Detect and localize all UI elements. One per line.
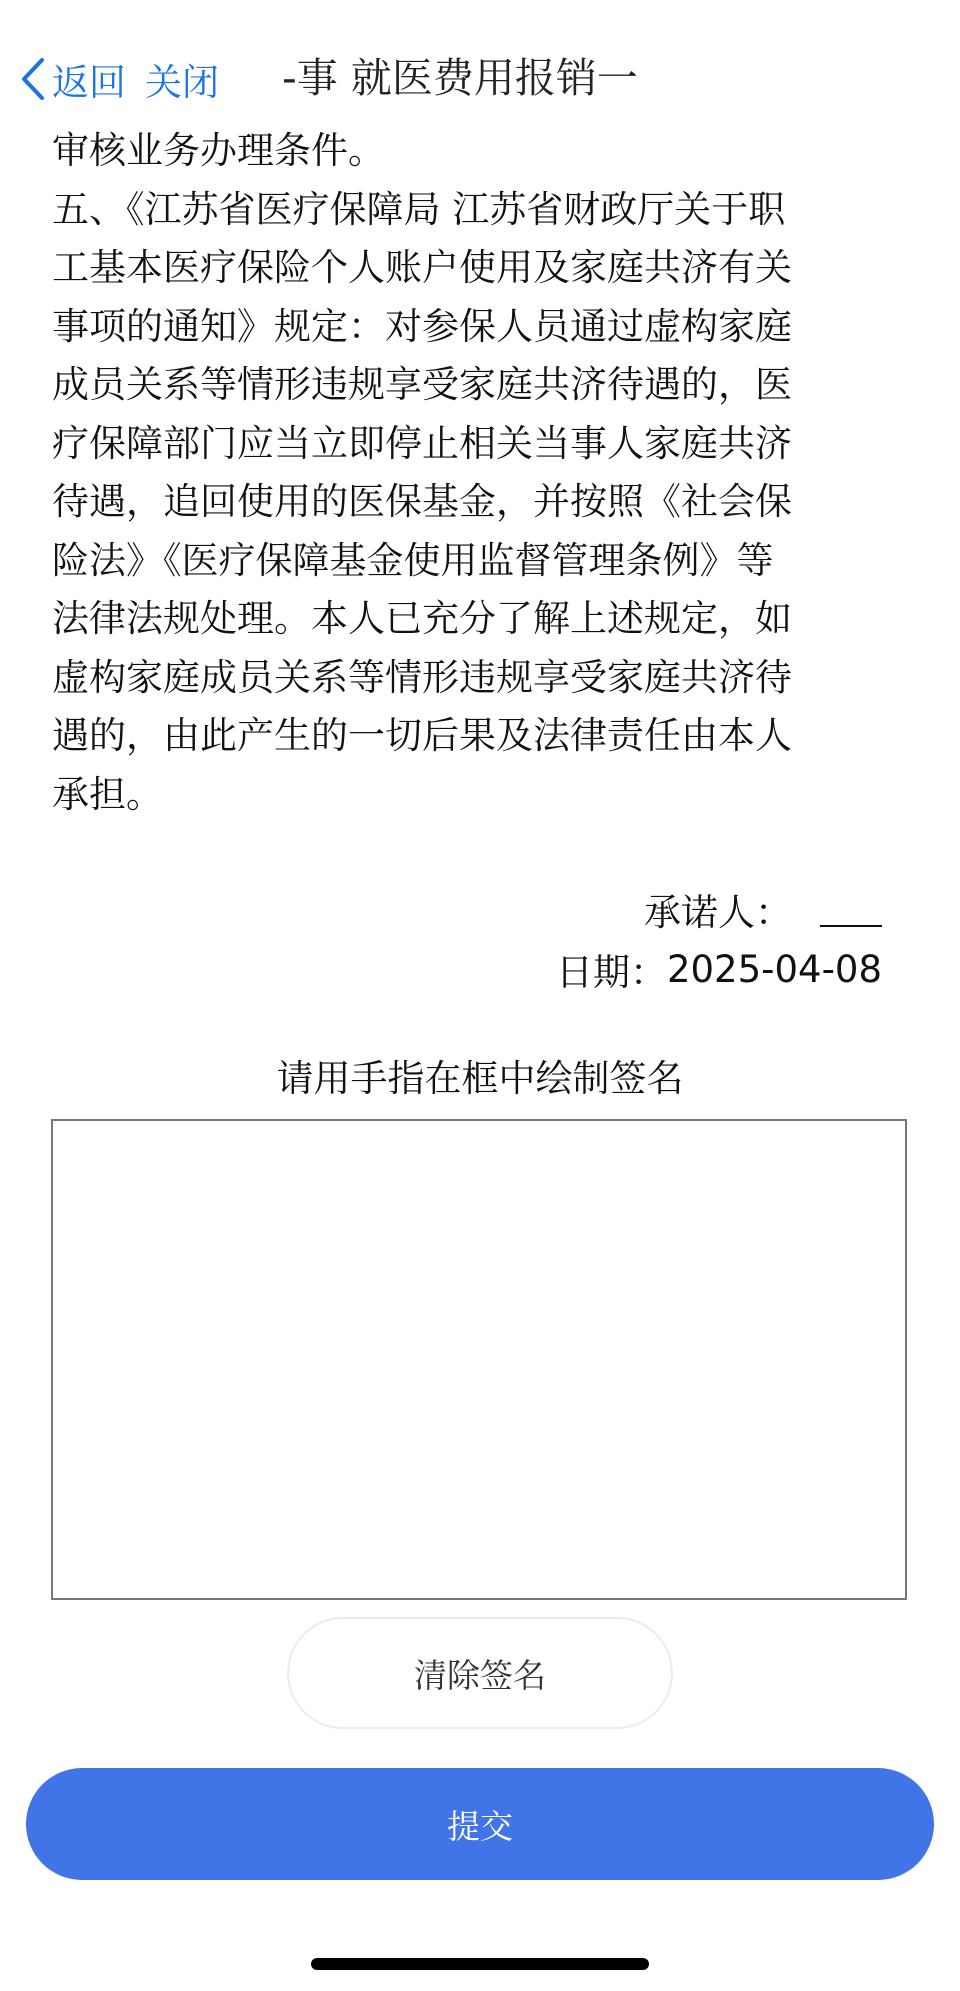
signer-blank	[820, 891, 882, 927]
text-line: 审核业务办理条件。	[52, 129, 385, 172]
back-button[interactable]	[18, 52, 126, 106]
clear-signature-button[interactable]	[287, 1617, 673, 1729]
text-line: 工基本医疗保险个人账户使用及家庭共济有关	[52, 246, 792, 289]
submit-label: 提交	[447, 1806, 513, 1846]
commitment-text	[52, 122, 882, 824]
clear-signature-label: 清除签名	[414, 1655, 546, 1695]
text-line: 虚构家庭成员关系等情形违规享受家庭共济待	[52, 655, 792, 699]
text-line: 待遇，追回使用的医保基金，并按照《社会保	[52, 480, 792, 523]
text-line: 承担。	[52, 772, 163, 816]
date-value: 2025-04-08	[666, 947, 882, 991]
chevron-left-icon	[18, 56, 48, 102]
submit-button[interactable]	[26, 1768, 934, 1880]
text-line: 法律法规处理。本人已充分了解上述规定，如	[52, 597, 792, 640]
text-line: 事项的通知》规定：对参保人员通过虚构家庭	[52, 304, 792, 348]
back-label: 返回	[52, 61, 126, 104]
text-line: 险法》《医疗保障基金使用监督管理条例》等	[52, 538, 774, 582]
signer-row	[644, 880, 882, 938]
signature-prompt: 请用手指在框中绘制签名	[276, 1057, 684, 1100]
date-row	[556, 940, 882, 998]
close-label: 关闭	[145, 61, 219, 104]
text-line: 五、《江苏省医疗保障局 江苏省财政厅关于职	[52, 187, 786, 231]
signer-label: 承诺人：	[644, 891, 792, 934]
page-title: -事 就医费用报销一	[282, 54, 638, 102]
text-line: 成员关系等情形违规享受家庭共济待遇的，医	[52, 363, 792, 406]
text-line: 遇的，由此产生的一切后果及法律责任由本人	[52, 714, 792, 757]
text-line: 疗保障部门应当立即停止相关当事人家庭共济	[52, 421, 792, 465]
signature-pad[interactable]	[51, 1119, 907, 1600]
close-button[interactable]	[145, 52, 219, 106]
home-indicator	[311, 1958, 649, 1970]
date-label: 日期：	[555, 951, 667, 994]
